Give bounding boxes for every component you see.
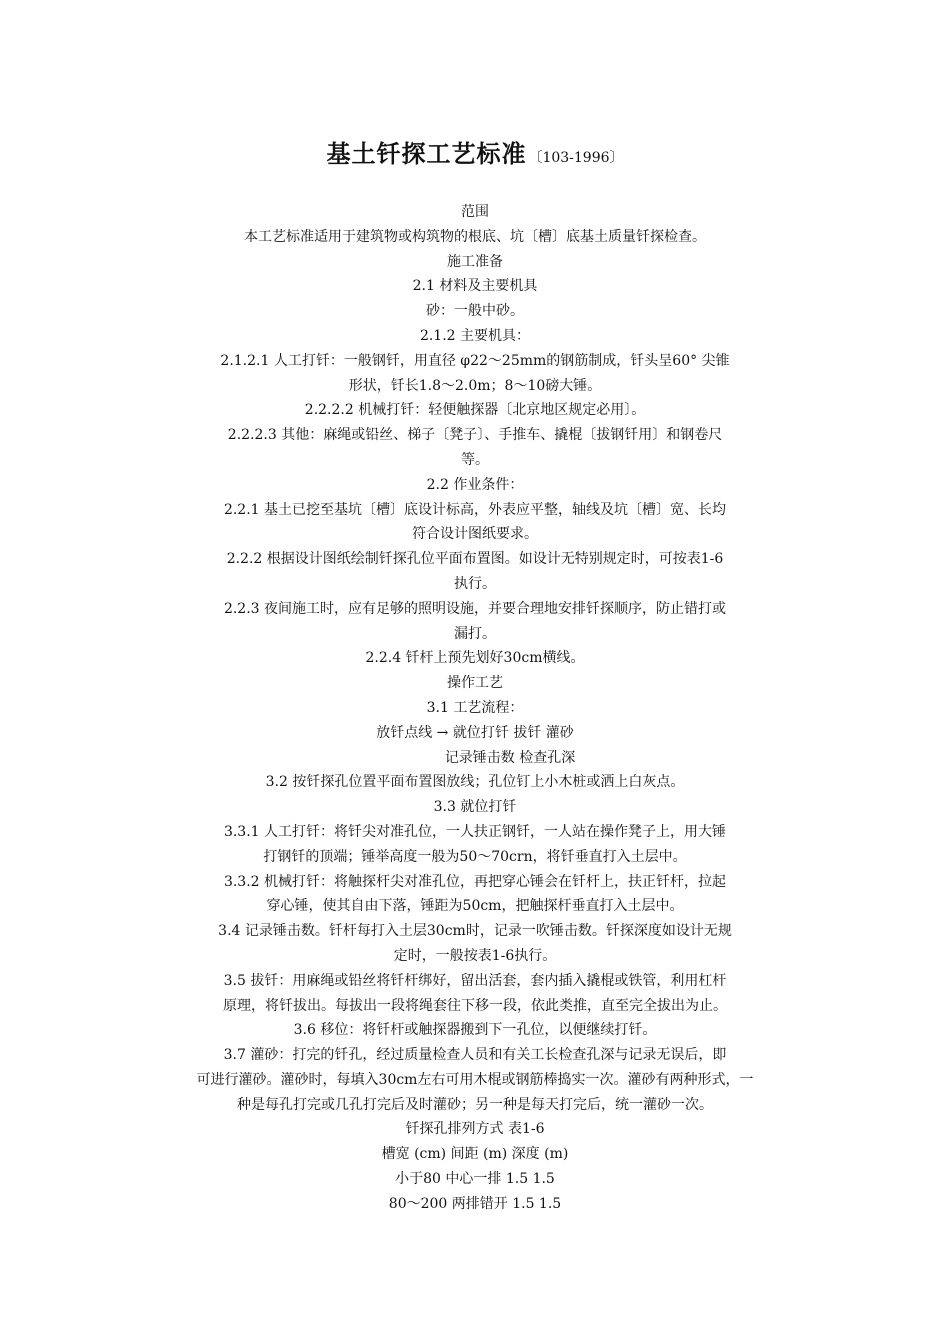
paragraph-line: 原理，将钎拔出。每拔出一段将绳套往下移一段，依此类推，直至完全拔出为止。	[223, 997, 727, 1014]
paragraph-line: 2.2.2 根据设计图纸绘制钎探孔位平面布置图。如设计无特别规定时，可按表1-6	[226, 551, 724, 568]
flow-line: 放钎点线 → 就位打钎 拔钎 灌砂	[376, 724, 574, 741]
paragraph-line: 打钢钎的顶端；锤举高度一般为50～70crn，将钎垂直打入土层中。	[263, 848, 687, 865]
table-row: 小于80 中心一排 1.5 1.5	[395, 1171, 555, 1188]
paragraph-line: 3.4 记录锤击数。钎杆每打入土层30cm时，记录一吹锤击数。钎探深度如设计无规	[218, 923, 732, 940]
paragraph-line: 3.3.1 人工打钎：将钎尖对准孔位，一人扶正钢钎，一人站在操作凳子上，用大锤	[223, 823, 727, 840]
paragraph-line: 2.2.1 基土已挖至基坑〔槽〕底设计标高，外表应平整，轴线及坑〔槽〕宽、长均	[223, 501, 727, 518]
paragraph-line: 形状，钎长1.8～2.0m；8～10磅大锤。	[348, 377, 602, 394]
paragraph-line: 2.1.2.1 人工打钎：一般钢钎，用直径 φ22～25mm的钢筋制成，钎头呈60° 尖锥	[220, 352, 730, 369]
paragraph-line: 符合设计图纸要求。	[412, 526, 538, 543]
paragraph-line: 可进行灌砂。灌砂时，每填入30cm左右可用木棍或钢筋棒捣实一次。灌砂有两种形式，一	[196, 1071, 754, 1088]
paragraph-line: 3.2 按钎探孔位置平面布置图放线；孔位钉上小木桩或洒上白灰点。	[265, 774, 685, 791]
subheading-line: 3.3 就位打钎	[433, 799, 517, 816]
subheading-line: 2.1.2 主要机具：	[419, 327, 531, 344]
paragraph-line: 漏打。	[454, 625, 496, 642]
document-title	[0, 134, 950, 169]
paragraph-line: 定时，一般按表1-6执行。	[393, 947, 557, 964]
flow-line: 记录锤击数 检查孔深	[444, 749, 576, 766]
paragraph-line: 执行。	[454, 575, 496, 592]
paragraph-line: 2.2.2.2 机械打钎：轻便触探器〔北京地区规定必用〕。	[304, 402, 646, 419]
paragraph-line: 2.2.3 夜间施工时，应有足够的照明设施，并要合理地安排钎探顺序，防止错打或	[223, 600, 727, 617]
title-code: 〔103-1996〕	[528, 150, 624, 166]
title-main: 基土钎探工艺标准	[326, 139, 527, 168]
paragraph-line: 穿心锤，使其自由下落，锤距为50cm，把触探杆垂直打入土层中。	[266, 898, 684, 915]
section-heading-scope: 范围	[461, 204, 489, 220]
section-heading-process: 操作工艺	[447, 675, 503, 692]
paragraph-line: 种是每孔打完或几孔打完后及时灌砂；另一种是每天打完后，统一灌砂一次。	[237, 1096, 713, 1113]
paragraph-line: 等。	[461, 451, 489, 468]
subheading-line: 2.2 作业条件：	[426, 476, 524, 493]
table-caption: 钎探孔排列方式 表1-6	[405, 1121, 545, 1138]
document-body	[0, 200, 950, 1217]
subheading-line: 3.1 工艺流程：	[426, 699, 524, 716]
paragraph-line: 3.3.2 机械打钎：将触探杆尖对准孔位，再把穿心锤会在钎杆上，扶正钎杆，拉起	[223, 873, 727, 890]
paragraph-line: 3.5 拔钎：用麻绳或铅丝将钎杆绑好，留出活套，套内插入撬棍或铁管，利用杠杆	[223, 972, 727, 989]
paragraph-line: 3.6 移位：将钎杆或触探器搬到下一孔位，以便继续打钎。	[293, 1022, 657, 1039]
paragraph-line: 2.2.4 钎杆上预先划好30cm横线。	[365, 650, 585, 667]
table-header-row: 槽宽 (cm) 间距 (m) 深度 (m)	[381, 1146, 569, 1163]
paragraph-line: 2.2.2.3 其他：麻绳或铅丝、梯子〔凳子〕、手推车、撬棍〔拔钢钎用〕和钢卷尺	[227, 427, 723, 444]
paragraph-line: 砂：一般中砂。	[426, 303, 524, 320]
table-row: 80～200 两排错开 1.5 1.5	[388, 1195, 562, 1212]
section-heading-preparation: 施工准备	[447, 253, 503, 270]
paragraph-line: 本工艺标准适用于建筑物或构筑物的根底、坑〔槽〕底基土质量钎探检查。	[244, 228, 706, 245]
subheading-line: 2.1 材料及主要机具	[412, 278, 538, 295]
paragraph-line: 3.7 灌砂：打完的钎孔，经过质量检查人员和有关工长检查孔深与记录无误后，即	[223, 1047, 727, 1064]
